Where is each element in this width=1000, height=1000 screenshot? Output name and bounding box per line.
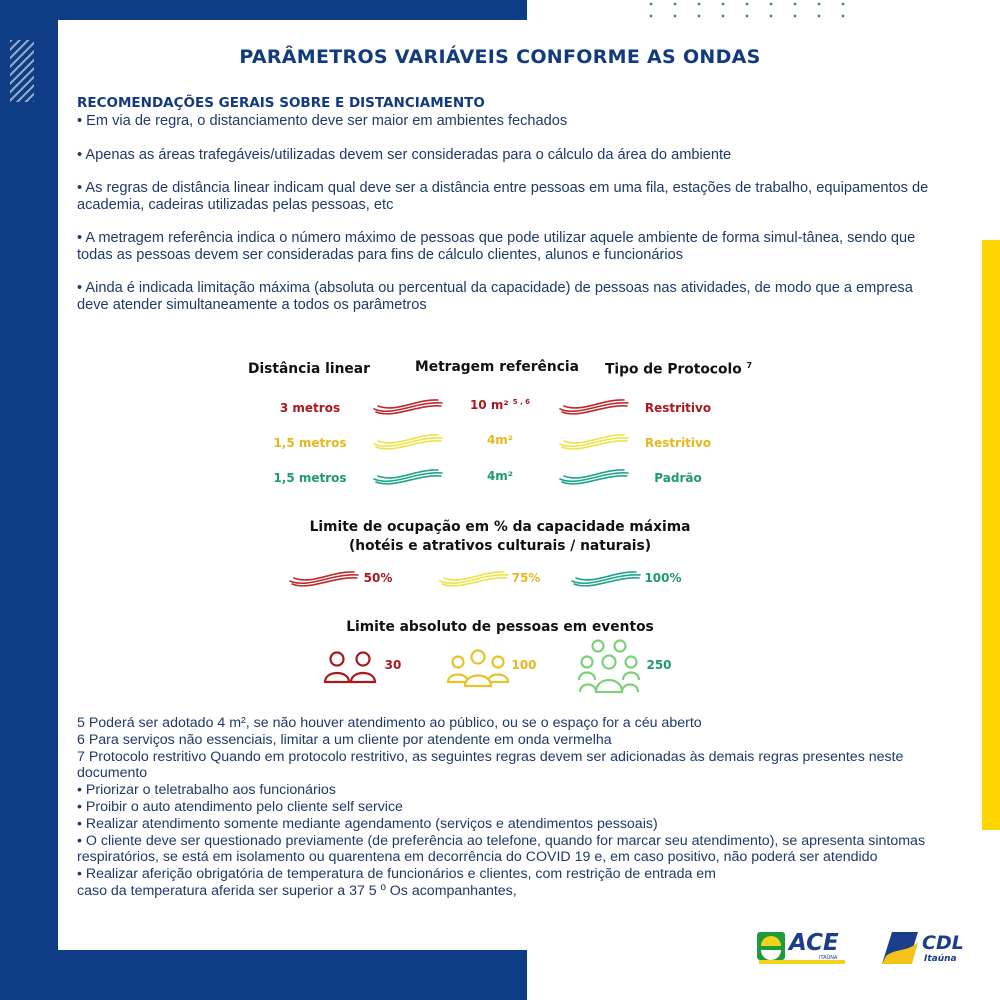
header-distance: Distância linear: [248, 361, 370, 377]
occupancy-value-green: 100%: [644, 571, 682, 585]
top-blue-band: [0, 0, 527, 20]
footnote-7: 7 Protocolo restritivo Quando em protocolo restritivo, as seguintes regras devem ser adicionadas às demais regras presentes neste documento: [77, 748, 904, 782]
paragraph-3: • As regras de distância linear indicam qual deve ser a distância entre pessoas em uma fila, estações de trabalho, equipamentos de academia, cadeiras utilizadas pelas pessoas, etc: [77, 180, 929, 213]
footnote-item: caso da temperatura aferida ser superior a 37 5 º Os acompanhantes,: [77, 882, 517, 899]
footnote-5: 5 Poderá ser adotado 4 m², se não houver atendimento ao público, ou se o espaço for a céu aberto: [77, 715, 702, 731]
teal-swoosh-icon: [558, 467, 630, 489]
paragraph-1: • Em via de regra, o distanciamento deve ser maior em ambientes fechados: [77, 113, 568, 129]
row3-protocol: Padrão: [654, 471, 702, 485]
red-swoosh-icon: [288, 569, 360, 591]
red-swoosh-icon: [372, 397, 444, 419]
header-area: Metragem referência: [415, 359, 579, 375]
cdl-logo-mark: [882, 930, 922, 966]
footnote-item: • Realizar aferição obrigatória de temperatura de funcionários e clientes, com restrição de entrada em: [77, 866, 717, 883]
cdl-logo-text: CDL: [922, 932, 964, 954]
events-value-yellow: 100: [511, 658, 537, 672]
row1-distance: 3 metros: [279, 401, 341, 415]
row1-area: 10 m² $^{5 , 6}$: [469, 398, 531, 412]
right-yellow-bar: [982, 240, 1000, 830]
row2-distance: 1,5 metros: [273, 436, 347, 450]
header-protocol: Tipo de Protocolo $^7$: [605, 361, 753, 378]
ace-logo-subtext: ITAÚNA: [819, 955, 838, 961]
paragraph-5: • Ainda é indicada limitação máxima (absoluta ou percentual da capacidade) de pessoas nas atividades, de modo que a empresa deve atender simultaneamente a todos os parâmetros: [77, 280, 913, 313]
footnote-item: • O cliente deve ser questionado previamente (de preferência ao telefone, quando for marcar seu atendimento), se apresenta sintomas respiratórios, se está em isolamento ou quarentena em decorrência do COVID 19 e, em caso positivo, não poderá ser atendido: [77, 832, 926, 866]
left-blue-band: [0, 0, 58, 1000]
bottom-blue-band: [0, 950, 527, 1000]
row2-protocol: Restritivo: [644, 436, 712, 450]
occupancy-value-red: 50%: [363, 571, 393, 585]
footnotes: [77, 715, 947, 900]
page-title: PARÂMETROS VARIÁVEIS CONFORME AS ONDAS: [239, 46, 761, 68]
footnote-item: • Realizar atendimento somente mediante agendamento (serviços e atendimentos pessoais): [77, 815, 658, 832]
row2-area: 4m²: [486, 433, 514, 447]
row1-protocol: Restritivo: [644, 401, 712, 415]
ace-logo: [757, 930, 847, 966]
yellow-swoosh-icon: [372, 432, 444, 454]
crowd-people-icon: [578, 638, 640, 694]
yellow-swoosh-icon: [558, 432, 630, 454]
paragraph-4: • A metragem referência indica o número máximo de pessoas que pode utilizar aquele ambiente de forma simul-tânea, sendo que todas as pessoas devem ser consideradas para fins de cálculo clientes, alunos e funcionários: [77, 230, 916, 263]
teal-swoosh-icon: [570, 569, 642, 591]
ace-logo-text: ACE: [789, 930, 839, 956]
occupancy-heading-line1: Limite de ocupação em % da capacidade máxima: [309, 519, 691, 535]
two-people-icon: [322, 650, 378, 684]
row3-area: 4m²: [486, 469, 514, 483]
paragraph-2: • Apenas as áreas trafegáveis/utilizadas devem ser consideradas para o cálculo da área do ambiente: [77, 147, 732, 163]
footnote-item: • Proibir o auto atendimento pelo cliente self service: [77, 798, 403, 815]
yellow-swoosh-icon: [438, 569, 510, 591]
cdl-logo-subtext: Itaúna: [924, 954, 957, 964]
red-swoosh-icon: [558, 397, 630, 419]
footnote-6: 6 Para serviços não essenciais, limitar a um cliente por atendente em onda vermelha: [77, 731, 612, 748]
footnote-item: • Priorizar o teletrabalho aos funcionários: [77, 782, 336, 799]
section-heading: RECOMENDAÇÕES GERAIS SOBRE E DISTANCIAMENTO: [77, 95, 485, 111]
occupancy-heading-line2: (hotéis e atrativos culturais / naturais): [348, 538, 652, 554]
dot-pattern-decoration: [648, 0, 862, 20]
events-value-green: 250: [646, 658, 672, 672]
events-value-red: 30: [384, 658, 402, 672]
cdl-logo: [882, 930, 972, 966]
occupancy-value-yellow: 75%: [511, 571, 541, 585]
events-heading: Limite absoluto de pessoas em eventos: [346, 619, 654, 635]
group-people-icon: [446, 648, 510, 688]
header-protocol-footnote: 7: [746, 361, 753, 370]
teal-swoosh-icon: [372, 467, 444, 489]
row3-distance: 1,5 metros: [273, 471, 347, 485]
